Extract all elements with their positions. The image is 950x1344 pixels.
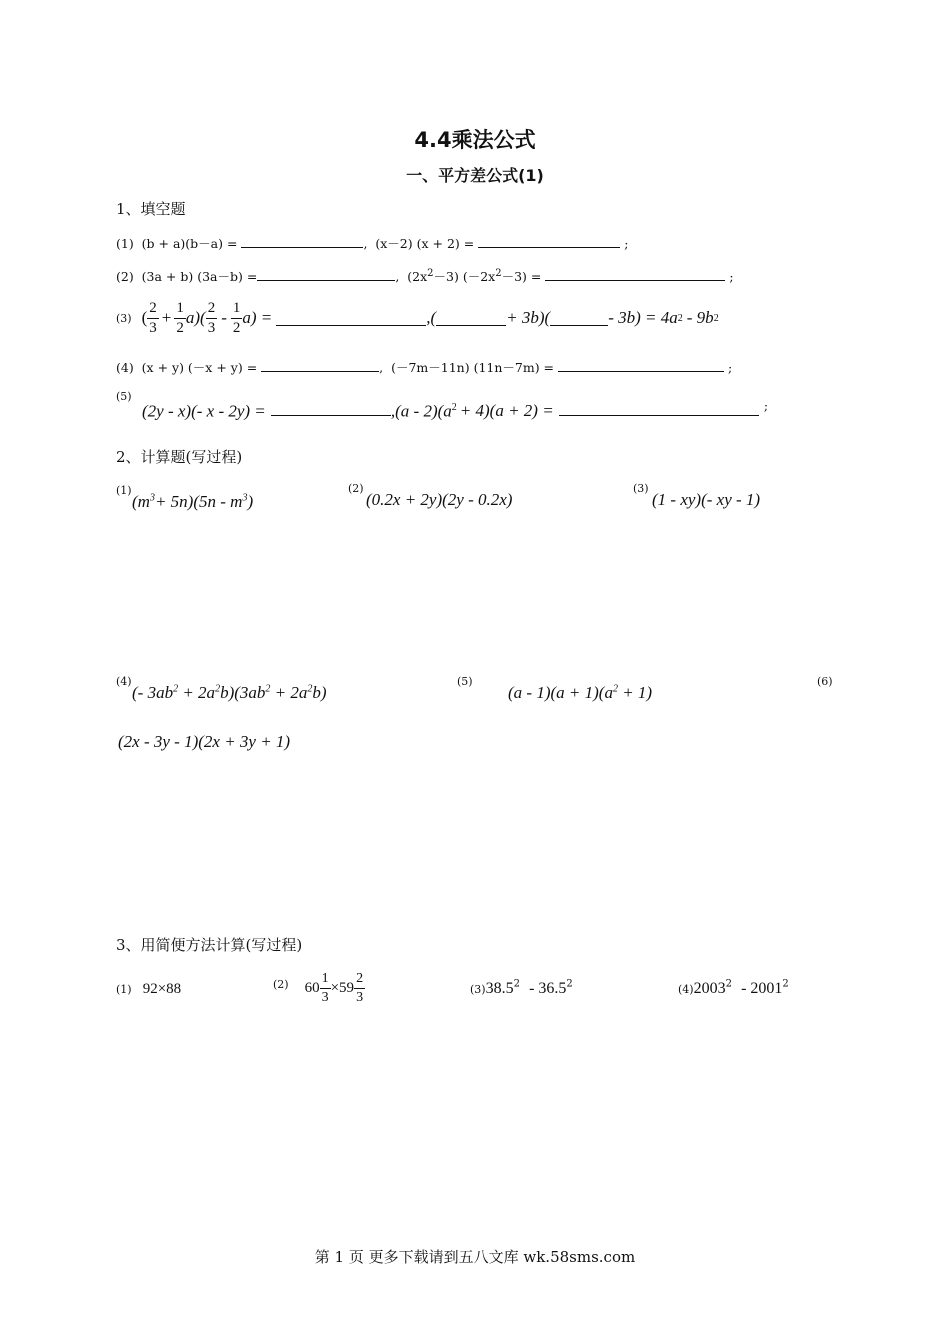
c4: [678, 978, 789, 998]
p1-expr: $(m^3+ 5n)(5n - m^3)$: [132, 492, 254, 511]
q2-number: (2): [116, 269, 134, 284]
q4-number: (4): [116, 360, 134, 375]
c3-e1: 38.5: [485, 980, 514, 997]
q2-expr-b3: －3) =: [501, 269, 542, 284]
c4-s2: 2: [782, 978, 789, 990]
c1-expr: 92×88: [142, 981, 182, 997]
section2-heading: 2、计算题(写过程): [116, 448, 243, 466]
q4-expr-a: (x + y) (－x + y) =: [141, 360, 258, 375]
q5-number: (5): [116, 390, 132, 403]
c4-e2: - 2001: [741, 980, 783, 997]
q3-blank-b[interactable]: [436, 311, 506, 326]
q3-a1: a)(: [185, 308, 206, 327]
c2-whole1: 60: [304, 979, 320, 996]
q5-blank-b[interactable]: [559, 401, 759, 416]
q2-blank-a[interactable]: [257, 266, 395, 281]
p1-number: (1): [116, 484, 132, 497]
q4-blank-a[interactable]: [261, 357, 379, 372]
c2: [273, 966, 365, 1010]
q4-expr-b: (－7m－11n) (11n－7m) =: [391, 360, 555, 375]
page-title: 4.4乘法公式: [414, 128, 536, 152]
q3-p3b: + 3b)(: [506, 308, 551, 327]
p3-expr: (1 - xy)(- xy - 1): [652, 490, 761, 509]
q3-plus: +: [161, 308, 172, 327]
fill-q1: (1) (b + a)(b－a) = , (x－2) (x + 2) = ;: [116, 233, 628, 252]
q3-number: (3): [116, 311, 132, 325]
p2-number: (2): [348, 482, 364, 495]
p4-expr: (- $3ab^2 + 2a^2b)(3ab^2 + 2a^2b)$: [132, 683, 327, 702]
q3-sq1: 2: [677, 312, 683, 324]
q2-sup1: 2: [427, 267, 434, 279]
q3-a2: a) =: [242, 308, 273, 327]
q1-end: ;: [624, 236, 629, 251]
c2-frac1: $\frac{1}{3}$: [321, 970, 329, 1005]
q1-blank-a[interactable]: [241, 233, 363, 248]
q3-m3b: - 3b) = 4a: [608, 308, 678, 327]
c4-e1: 2003: [693, 980, 726, 997]
q2-blank-b[interactable]: [545, 266, 725, 281]
c2-number: (2): [273, 978, 289, 991]
page-subtitle: 一、平方差公式(1): [406, 166, 544, 185]
q5-blank-a[interactable]: [271, 401, 391, 416]
c3-number: (3): [470, 983, 486, 996]
q1-blank-b[interactable]: [478, 233, 620, 248]
p4-number: (4): [116, 675, 132, 688]
q1-number: (1): [116, 236, 134, 251]
q5-end: ;: [763, 398, 769, 413]
q3-frac1: $\frac{2}{3}$: [149, 299, 157, 336]
q3-frac2: $\frac{1}{2}$: [176, 299, 184, 336]
q1-expr-a: (b + a)(b－a) =: [141, 236, 238, 251]
c3-e2: - 36.5: [529, 980, 567, 997]
c1-number: (1): [116, 983, 132, 996]
q3-open: (: [141, 308, 148, 327]
p2-expr: (0.2x + 2y)(2y - 0.2x): [366, 490, 513, 509]
section3-heading: 3、用简便方法计算(写过程): [116, 936, 303, 954]
q1-expr-b: (x－2) (x + 2) =: [375, 236, 475, 251]
fill-q5: [142, 398, 768, 421]
page-footer: 第 1 页 更多下载请到五八文库 wk.58sms.com: [314, 1248, 636, 1266]
fill-q3: [116, 298, 719, 338]
q5-expr-b1: ,(a - 2)(a: [390, 401, 452, 421]
q3-frac4: $\frac{1}{2}$: [232, 299, 241, 336]
q2-expr-b2: －3) (－2x: [433, 269, 496, 284]
q2-sup2: 2: [495, 267, 502, 279]
c3-s2: 2: [566, 978, 573, 990]
section1-heading: 1、填空题: [116, 200, 186, 218]
p5-number: (5): [457, 675, 473, 688]
c3: [470, 978, 573, 998]
q2-expr-b1: (2x: [407, 269, 428, 284]
p3-number: (3): [633, 482, 649, 495]
c2-times: ×59: [330, 979, 355, 996]
c4-number: (4): [678, 983, 694, 996]
p6-number: (6): [817, 675, 833, 688]
c4-s1: 2: [725, 978, 732, 990]
p5-expr: $(a - 1)(a + 1)(a^2 + 1)$: [508, 683, 653, 702]
q5-expr-b2: + 4)(a + 2) =: [459, 401, 554, 421]
c1: [116, 978, 181, 998]
q3-m9b: - 9b: [686, 308, 714, 327]
c2-frac2: $\frac{2}{3}$: [356, 970, 364, 1005]
q4-blank-b[interactable]: [558, 357, 724, 372]
c3-s1: 2: [513, 978, 520, 990]
q3-comma: ,(: [426, 308, 437, 327]
q2-end: ;: [729, 269, 734, 284]
q2-expr-a: (3a + b) (3a－b) =: [141, 269, 258, 284]
q5-sup: 2: [451, 402, 457, 413]
q3-blank-c[interactable]: [550, 311, 608, 326]
q3-sq2: 2: [713, 312, 719, 324]
fill-q2: (2) (3a + b) (3a－b) = , $(2x^2-3) (-2x^2-3)$ = ;: [116, 267, 734, 284]
q3-minus: -: [221, 308, 227, 327]
q4-end: ;: [728, 360, 733, 375]
q5-expr-a: (2y - x)(- x - 2y) =: [142, 401, 266, 421]
q3-blank-a[interactable]: [276, 311, 426, 326]
q3-frac3: $\frac{2}{3}$: [207, 299, 216, 336]
p6-expr: (2x - 3y - 1)(2x + 3y + 1): [118, 732, 291, 751]
fill-q4: (4) (x + y) (－x + y) = , (－7m－11n) (11n－7m) = ;: [116, 357, 732, 376]
